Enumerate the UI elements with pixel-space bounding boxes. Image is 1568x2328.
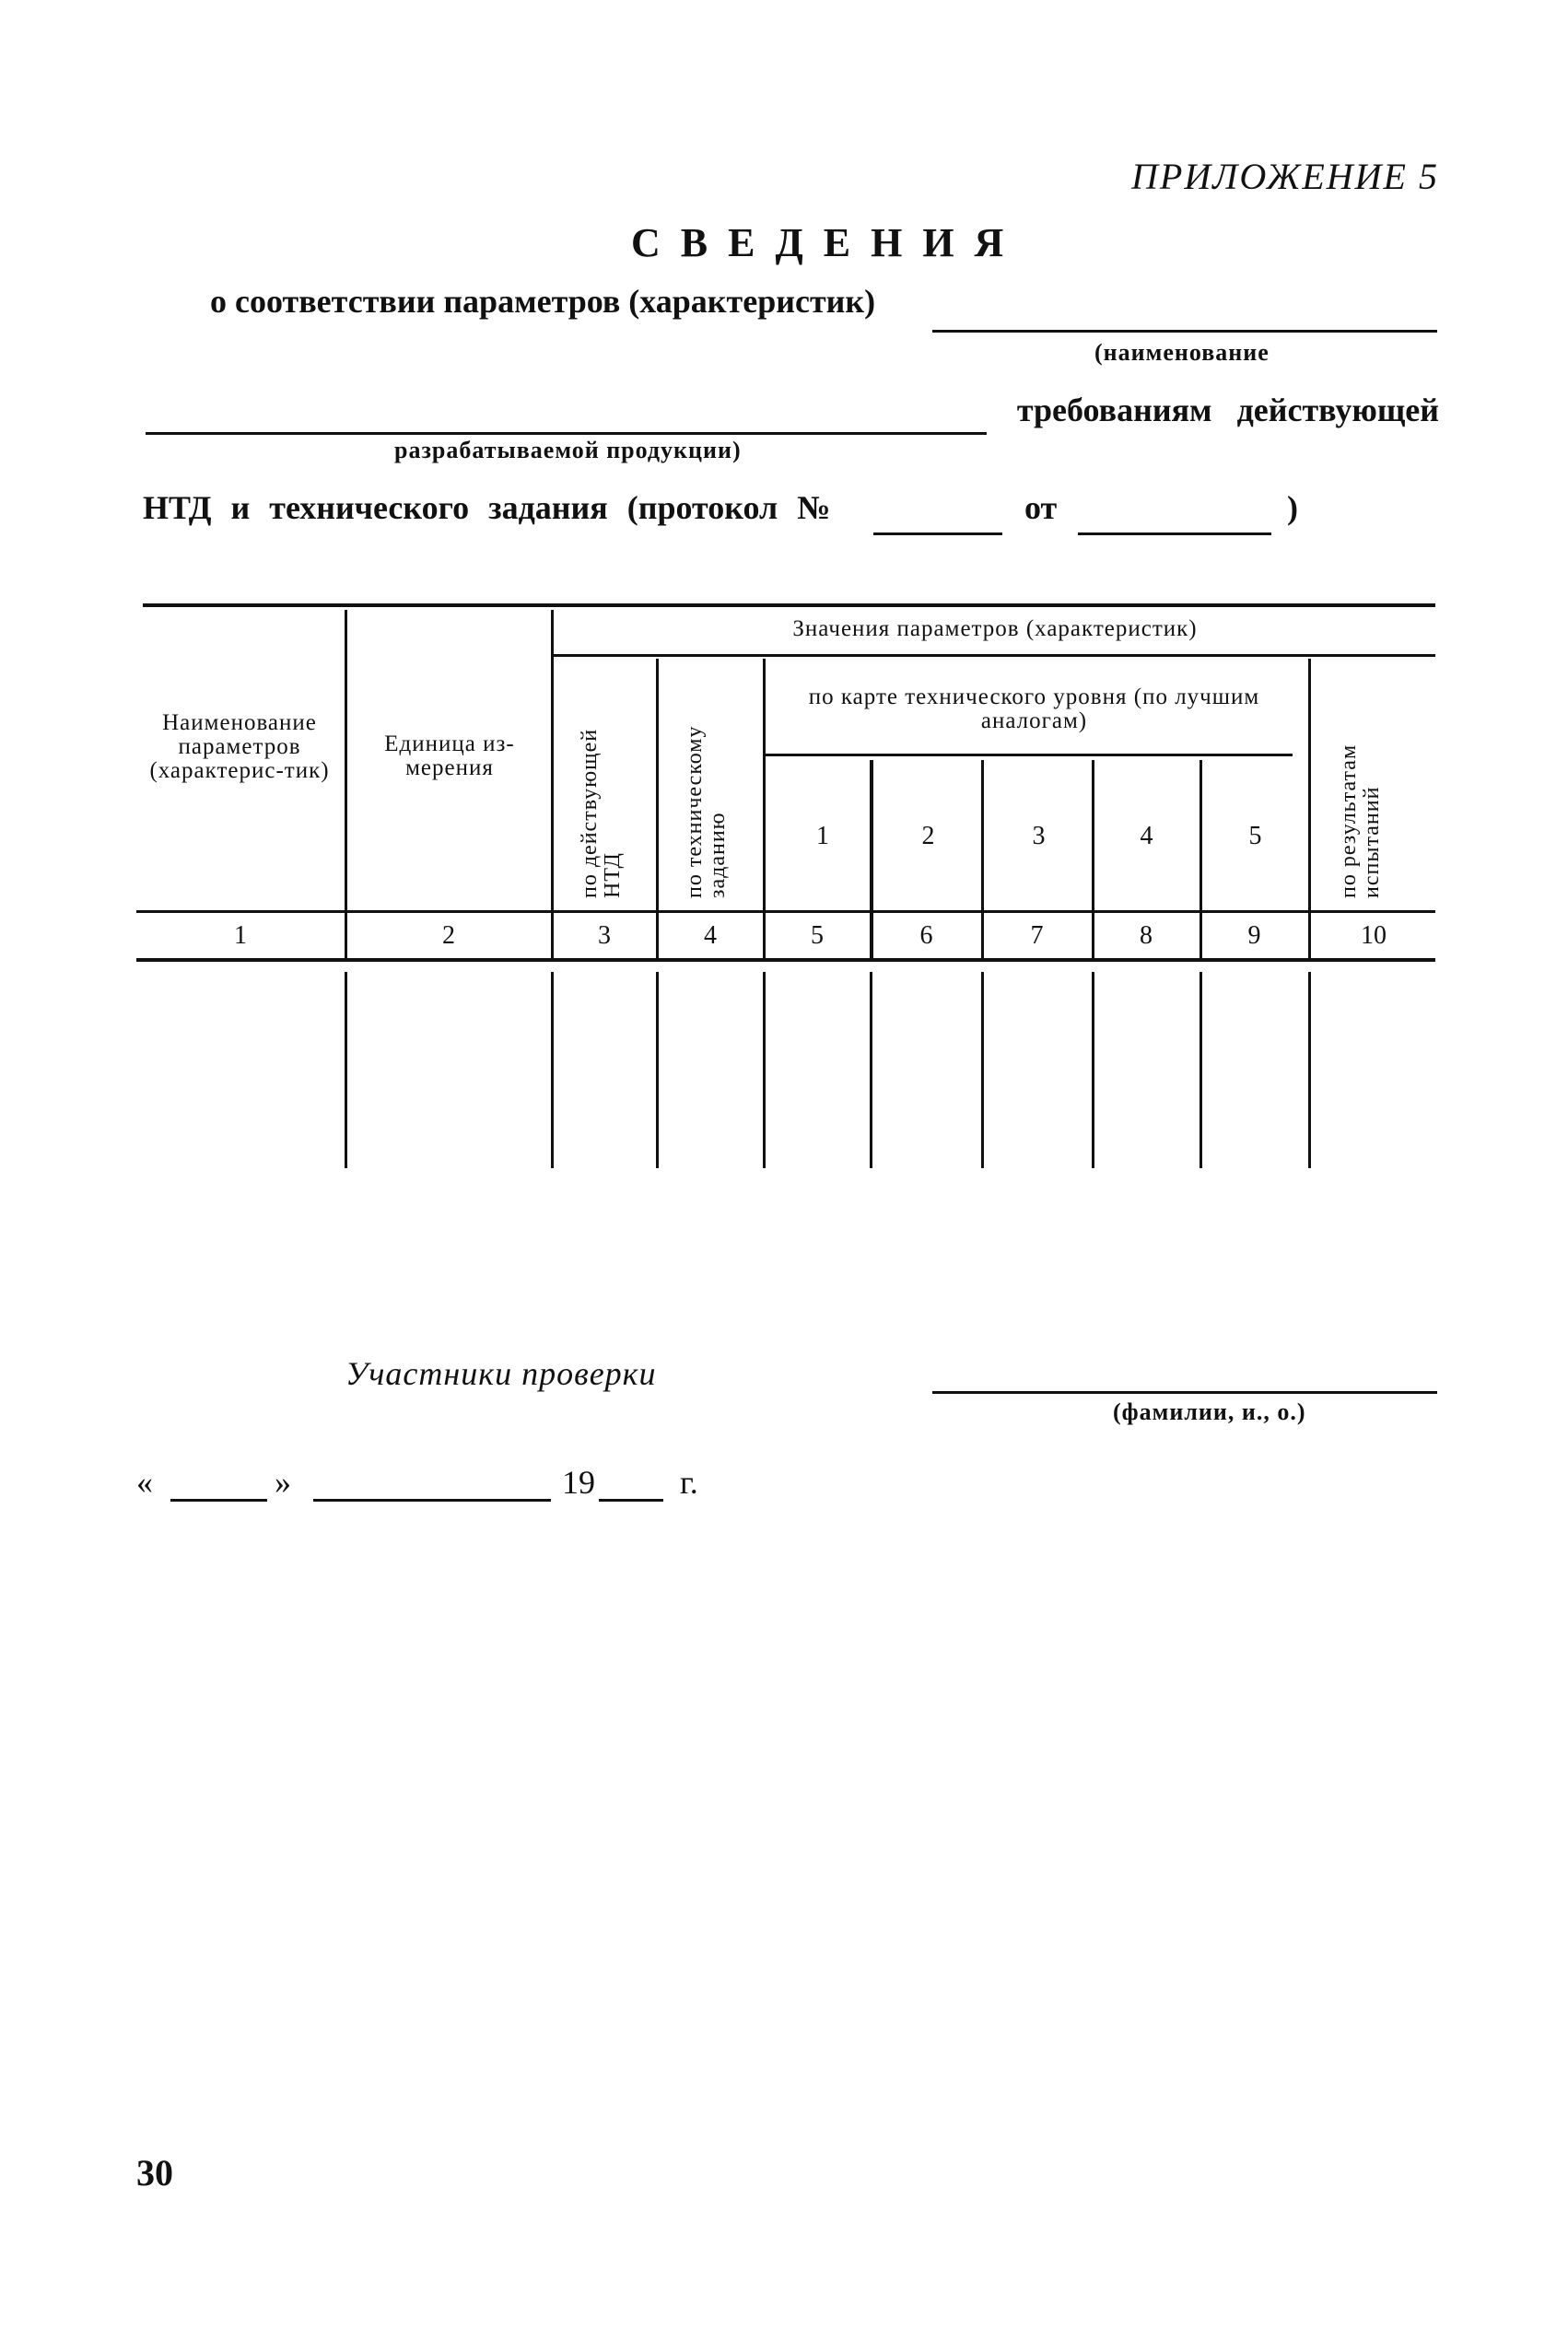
- document-subtitle: о соответствии параметров (характеристик): [210, 283, 876, 320]
- col-divider-3-4: [656, 659, 659, 958]
- col-divider-4-5: [763, 659, 766, 958]
- fio-blank: [932, 1391, 1437, 1394]
- name-caption-1: (наименование: [1094, 339, 1270, 366]
- analog-label-3: 3: [1032, 822, 1046, 850]
- document-title: СВЕДЕНИЯ: [631, 220, 1024, 265]
- column-number-7: 7: [1030, 921, 1044, 950]
- product-name-blank-2: [146, 432, 987, 435]
- header-bottom-rule: [136, 910, 1435, 913]
- body-divider-7-8: [1092, 972, 1094, 1168]
- col-header-technical-task: по техническому заданию: [683, 725, 730, 898]
- col-header-current-ntd: по действующей НТД: [578, 728, 625, 898]
- col-header-parameter-name: Наименование параметров (характерис-тик): [149, 710, 330, 783]
- card-header-rule: [765, 754, 1293, 756]
- body-divider-1-2: [345, 972, 347, 1168]
- date-quote-close: »: [275, 1464, 291, 1501]
- name-caption-2: разрабатываемой продукции): [394, 437, 742, 463]
- column-number-3: 3: [598, 921, 611, 950]
- col-header-unit: Единица из-мерения: [384, 731, 515, 780]
- date-quote-open: «: [136, 1464, 153, 1501]
- participants-label: Участники проверки: [345, 1355, 657, 1392]
- body-divider-8-9: [1199, 972, 1202, 1168]
- day-blank: [170, 1499, 267, 1502]
- table-top-rule: [143, 603, 1435, 607]
- column-number-8: 8: [1140, 921, 1153, 950]
- body-divider-2-3: [551, 972, 554, 1168]
- protocol-from-text: от: [1024, 489, 1058, 526]
- body-divider-5-6: [870, 972, 872, 1168]
- product-name-blank-1: [932, 330, 1437, 333]
- column-number-5: 5: [811, 921, 824, 950]
- ntd-protocol-text: НТД и технического задания (протокол №: [143, 489, 831, 526]
- requirements-text: требованиям действующей: [1016, 392, 1439, 428]
- page-number: 30: [136, 2152, 173, 2193]
- body-divider-6-7: [981, 972, 984, 1168]
- protocol-number-blank: [873, 532, 1002, 535]
- year-suffix: г.: [680, 1464, 698, 1501]
- column-number-1: 1: [234, 921, 247, 950]
- values-header-rule: [553, 654, 1435, 657]
- column-number-2: 2: [442, 921, 455, 950]
- col-divider-9-10: [1308, 659, 1311, 958]
- analog-label-5: 5: [1248, 822, 1262, 850]
- month-blank: [313, 1499, 551, 1502]
- number-row-bottom-rule: [136, 958, 1435, 962]
- analog-label-1: 1: [816, 822, 829, 850]
- card-group-header: по карте технического уровня (по лучшим аналогам): [808, 684, 1260, 733]
- values-group-header: Значения параметров (характеристик): [792, 616, 1198, 641]
- body-divider-3-4: [656, 972, 659, 1168]
- col-divider-2-3: [551, 610, 554, 958]
- year-blank: [599, 1499, 663, 1502]
- appendix-label: ПРИЛОЖЕНИЕ 5: [1131, 156, 1439, 197]
- analog-label-2: 2: [921, 822, 935, 850]
- analog-label-4: 4: [1140, 822, 1153, 850]
- year-prefix: 19: [562, 1464, 595, 1501]
- column-number-9: 9: [1247, 921, 1261, 950]
- column-number-10: 10: [1361, 921, 1387, 950]
- column-number-6: 6: [919, 921, 933, 950]
- body-divider-9-10: [1308, 972, 1311, 1168]
- column-number-4: 4: [704, 921, 717, 950]
- protocol-close-paren: ): [1287, 489, 1298, 526]
- body-divider-4-5: [763, 972, 766, 1168]
- protocol-date-blank: [1078, 532, 1271, 535]
- fio-caption: (фамилии, и., о.): [1113, 1398, 1306, 1425]
- col-divider-1-2: [345, 610, 347, 958]
- col-header-test-results: по результатам испытаний: [1337, 743, 1384, 898]
